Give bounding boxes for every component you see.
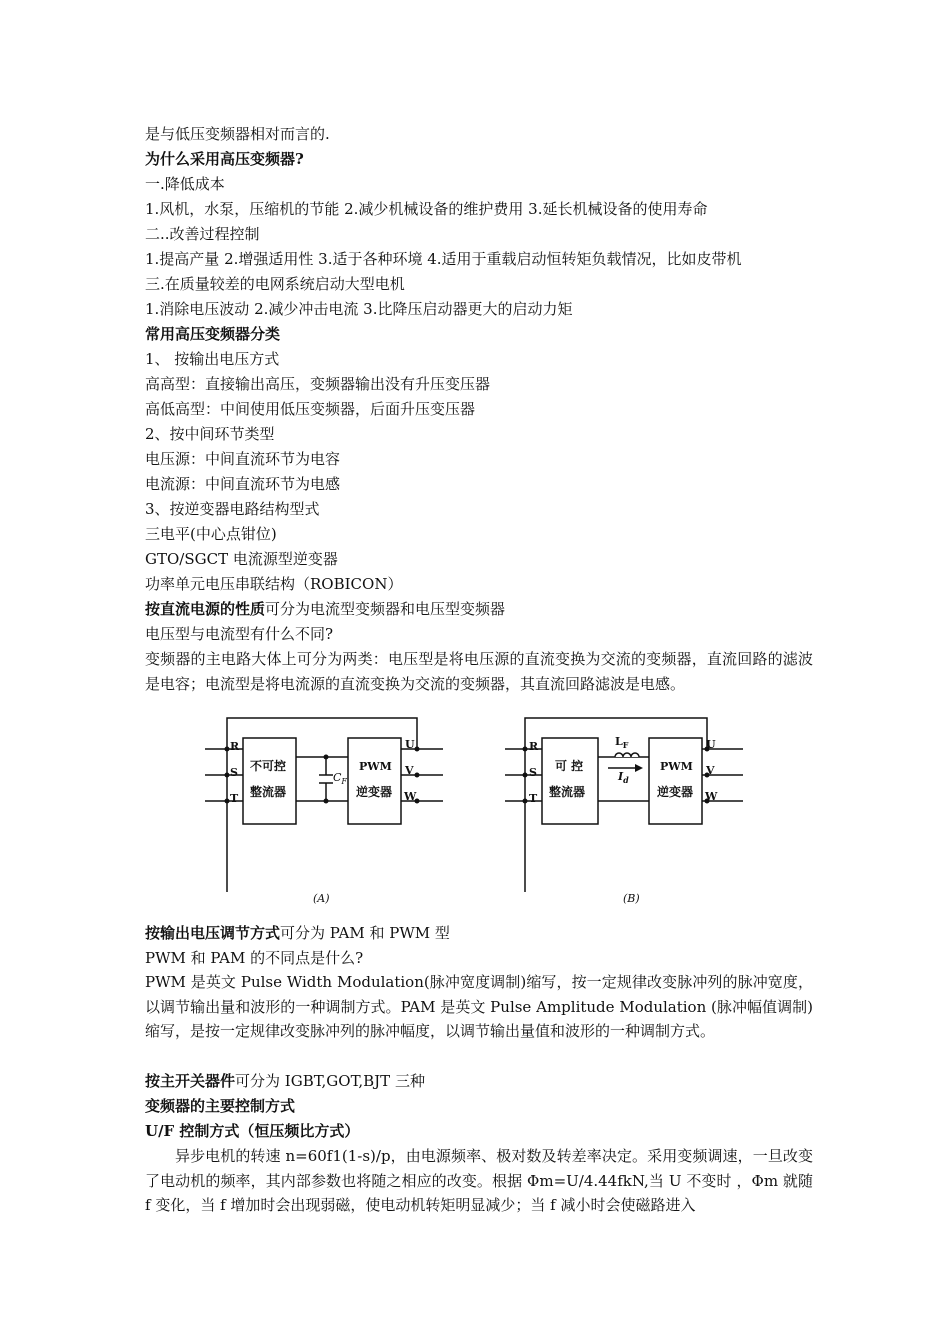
output-label-v: V xyxy=(706,764,715,777)
text-line: 功率单元电压串联结构（ROBICON） xyxy=(145,575,403,593)
text-line: 1、 按输出电压方式 xyxy=(145,350,280,368)
text-line: 二..改善过程控制 xyxy=(145,225,260,243)
output-label-u: U xyxy=(706,738,716,751)
inductor-label: $L_F$ xyxy=(615,735,629,750)
line-rest: 可分为 IGBT,GOT,BJT 三种 xyxy=(235,1072,425,1090)
output-label-u: U xyxy=(405,738,415,751)
rectifier-label-line2: 整流器 xyxy=(549,785,586,799)
text-line: 电流源：中间直流环节为电感 xyxy=(145,475,341,493)
capacitor-label: $C_F$ xyxy=(333,771,347,786)
section-heading: 变频器的主要控制方式 xyxy=(145,1097,296,1115)
section-heading: 常用高压变频器分类 xyxy=(145,325,281,343)
bold-lead: 按输出电压调节方式 xyxy=(145,924,281,942)
rectifier-label-line2: 整流器 xyxy=(250,785,287,799)
paragraph-pwm-pam: PWM 是英文 Pulse Width Modulation(脉冲宽度调制)缩写，按一定规律改变脉冲列的脉冲宽度，以调节输出量和波形的一种调制方式。PAM 是英文 Pulse Amplitude Modulation (脉冲幅值调制) 缩写，是按一定规律改变脉冲列的脉冲幅度，以调节输出量值和波形的一种调制方式。 xyxy=(145,973,813,1041)
text-line: GTO/SGCT 电流源型逆变器 xyxy=(145,550,338,568)
text-line: 2、按中间环节类型 xyxy=(145,425,275,443)
input-label-r: R xyxy=(529,740,539,753)
line-rest: 可分为电流型变频器和电压型变频器 xyxy=(265,600,506,618)
text-line: 1.风机，水泵，压缩机的节能 2.减少机械设备的维护费用 3.延长机械设备的使用寿命 xyxy=(145,200,708,218)
text-line xyxy=(145,1069,425,1094)
bold-lead: 按直流电源的性质 xyxy=(145,600,266,618)
inverter-label-line1: PWM xyxy=(359,760,392,773)
input-label-s: S xyxy=(529,766,537,779)
text-line: 是与低压变频器相对而言的. xyxy=(145,125,330,143)
output-label-w: W xyxy=(705,790,718,803)
text-line: 3、按逆变器电路结构型式 xyxy=(145,500,320,518)
input-label-r: R xyxy=(230,740,240,753)
text-line: 高高型：直接输出高压，变频器输出没有升压变压器 xyxy=(145,375,491,393)
output-label-w: W xyxy=(404,790,417,803)
text-line: 一.降低成本 xyxy=(145,175,225,193)
inverter-label-line2: 逆变器 xyxy=(356,785,393,799)
input-label-t: T xyxy=(529,792,538,805)
bold-lead: 按主开关器件 xyxy=(145,1072,236,1090)
input-label-s: S xyxy=(230,766,238,779)
rectifier-label-line1: 可 控 xyxy=(555,759,584,773)
section-heading: 为什么采用高压变频器? xyxy=(145,150,304,168)
circuit-diagram xyxy=(195,706,755,916)
input-label-t: T xyxy=(230,792,239,805)
text-line: 1.消除电压波动 2.减少冲击电流 3.比降压启动器更大的启动力矩 xyxy=(145,300,573,318)
text-line: 高低高型：中间使用低压变频器，后面升压变压器 xyxy=(145,400,476,418)
text-line: 1.提高产量 2.增强适用性 3.适于各种环境 4.适用于重载启动恒转矩负载情况，比如皮带机 xyxy=(145,250,742,268)
text-line: 电压型与电流型有什么不同? xyxy=(145,625,334,643)
paragraph-voltage-current: 变频器的主电路大体上可分为两类：电压型是将电压源的直流变换为交流的变频器，直流回路的滤波是电容；电流型是将电流源的直流变换为交流的变频器，其直流回路滤波是电感。 xyxy=(145,650,813,693)
line-rest: 可分为 PAM 和 PWM 型 xyxy=(280,924,450,942)
text-line: 三电平(中心点钳位) xyxy=(145,525,277,543)
inverter-label-line2: 逆变器 xyxy=(657,785,694,799)
rectifier-label-line1: 不可控 xyxy=(250,759,287,773)
figure-caption-a: (A) xyxy=(313,892,330,905)
figure-caption-b: (B) xyxy=(623,892,640,905)
current-label: $I_d$ xyxy=(618,770,629,785)
section-heading: U/F 控制方式（恒压频比方式） xyxy=(145,1122,360,1140)
output-label-v: V xyxy=(405,764,414,777)
text-line xyxy=(145,921,450,946)
text-line: 三.在质量较差的电网系统启动大型电机 xyxy=(145,275,405,293)
text-line: PWM 和 PAM 的不同点是什么? xyxy=(145,949,364,967)
paragraph-uf-control: 异步电机的转速 n=60f1(1-s)/p，由电源频率、极对数及转差率决定。采用变频调速，一旦改变了电动机的频率，其内部参数也将随之相应的改变。根据 Φm=U/4.44fkN,当 U 不变时 ，Φm 就随 f 变化，当 f 增加时会出现弱磁，使电动机转矩明显减少；当 f 减小时会使磁路进入 xyxy=(145,1147,813,1215)
inverter-label-line1: PWM xyxy=(660,760,693,773)
text-line: 电压源：中间直流环节为电容 xyxy=(145,450,341,468)
text-line xyxy=(145,597,505,622)
